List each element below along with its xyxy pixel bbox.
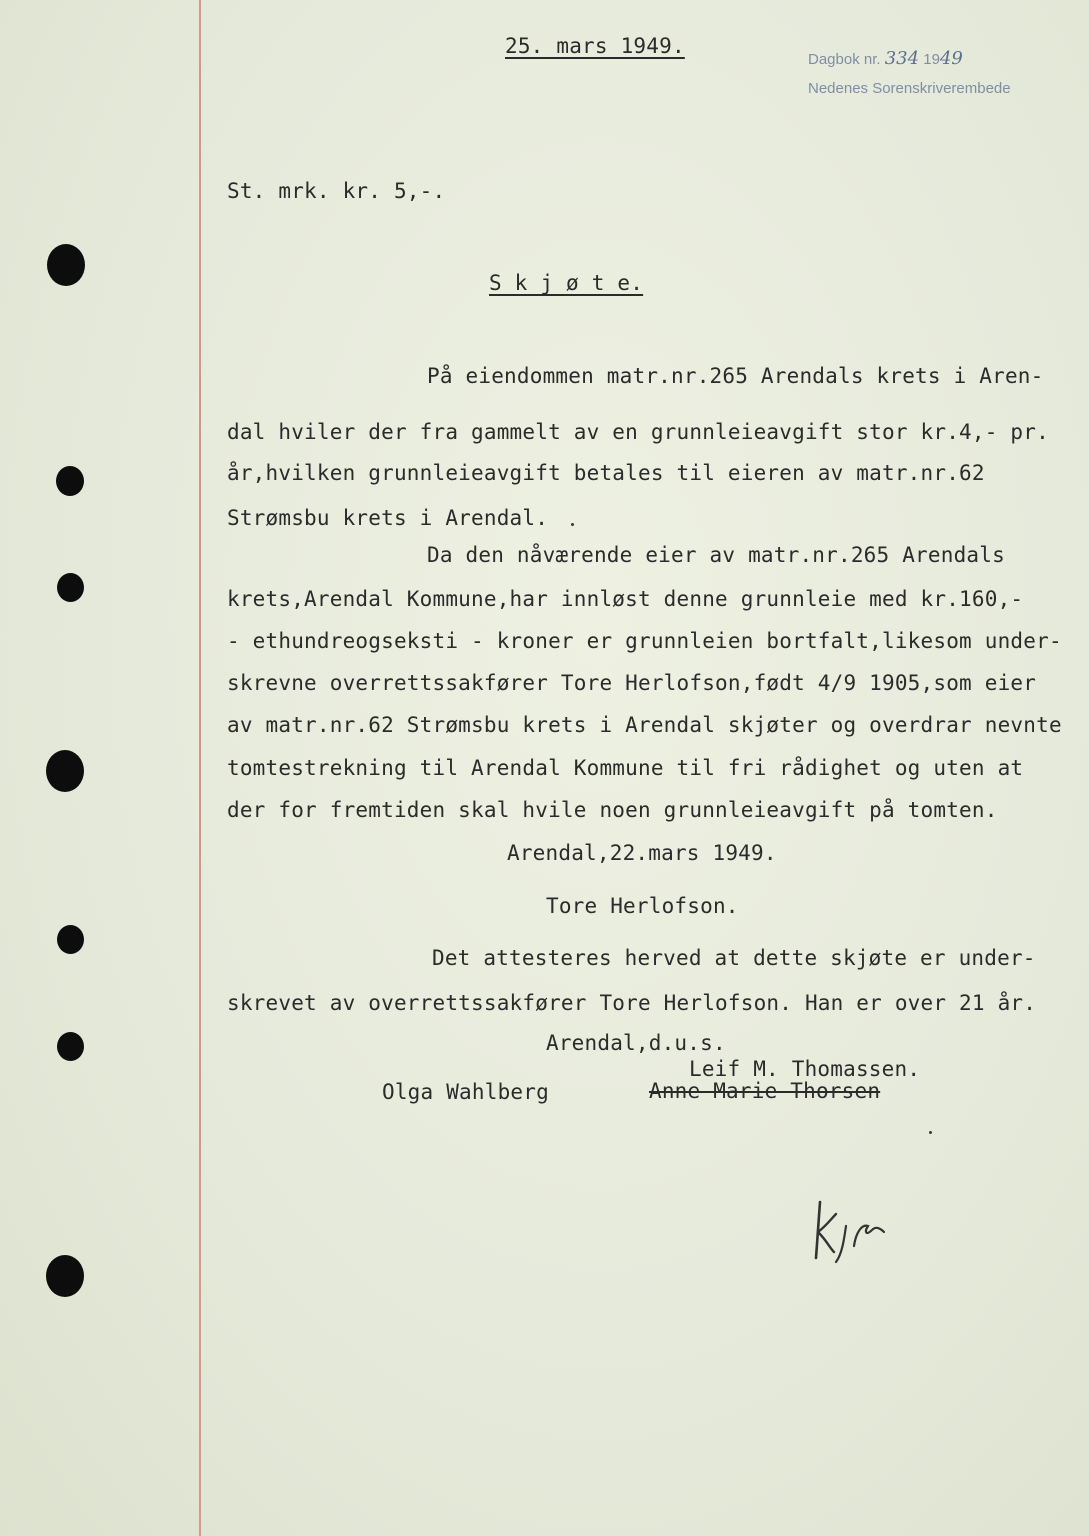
body-line: - ethundreogseksti - kroner er grunnleien bortfalt,likesom under- [227,629,1062,653]
stamp-year-suffix: 49 [939,48,963,69]
attestation-place: Arendal,d.u.s. [546,1031,726,1055]
punch-hole [46,750,84,792]
document-title: S k j ø t e. [489,271,644,295]
body-line: av matr.nr.62 Strømsbu krets i Arendal skjøter og overdrar nevnte [227,713,1062,737]
punch-hole [47,244,85,286]
date-header: 25. mars 1949. [505,34,685,58]
body-line: dal hviler der fra gammelt av en grunnleieavgift stor kr.4,- pr. [227,420,1049,444]
punch-hole [57,573,84,602]
punch-hole [57,1032,84,1061]
signatory-name: Tore Herlofson. [546,894,739,918]
margin-rule [199,0,201,1536]
attestation-line: Det attesteres herved at dette skjøte er under- [432,946,1036,970]
witness-struck-name: Anne-Marie Thorsen [649,1079,881,1103]
body-line: På eiendommen matr.nr.265 Arendals krets i Aren- [427,364,1044,388]
punch-hole [56,466,84,496]
ink-dot [571,523,574,526]
punch-hole [46,1255,84,1297]
body-line: krets,Arendal Kommune,har innløst denne grunnleie med kr.160,- [227,587,1024,611]
ink-dot [929,1131,932,1134]
body-line: der for fremtiden skal hvile noen grunnleieavgift på tomten. [227,798,998,822]
body-line: Da den nåværende eier av matr.nr.265 Arendals [427,543,1005,567]
witness-olga-wahlberg: Olga Wahlberg [382,1080,549,1104]
stamp-office: Nedenes Sorenskriverembede [808,80,1011,97]
stamp-journal-number: 334 [884,48,920,69]
punch-hole [57,925,84,954]
body-line: Strømsbu krets i Arendal. [227,506,549,530]
stamp-year-prefix: 19 [923,51,940,68]
witness-leif-thomassen: Leif M. Thomassen. [689,1057,921,1081]
stamp-duty: St. mrk. kr. 5,-. [227,179,446,203]
stamp-label: Dagbok nr. [808,51,881,68]
initials-signature-mark [806,1196,896,1266]
body-line: skrevne overrettssakfører Tore Herlofson,født 4/9 1905,som eier [227,671,1037,695]
body-line: tomtestrekning til Arendal Kommune til fri rådighet og uten at [227,756,1024,780]
attestation-line: skrevet av overrettssakfører Tore Herlofson. Han er over 21 år. [227,991,1037,1015]
registry-stamp [808,50,963,69]
place-date: Arendal,22.mars 1949. [507,841,777,865]
body-line: år,hvilken grunnleieavgift betales til eieren av matr.nr.62 [227,461,985,485]
